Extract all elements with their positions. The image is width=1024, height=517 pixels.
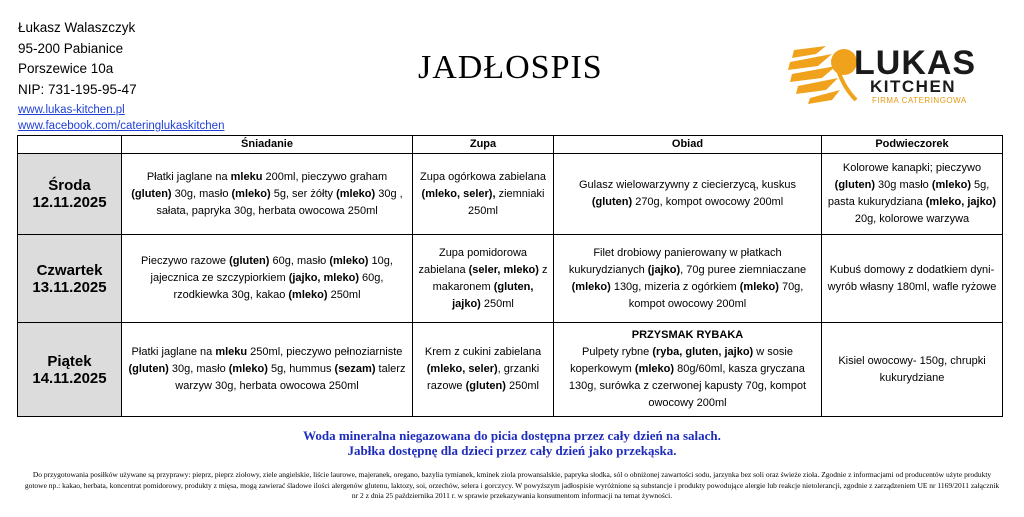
header-breakfast: Śniadanie <box>122 136 413 154</box>
allergen-highlight: (gluten) <box>131 187 172 200</box>
snack-cell: Kolorowe kanapki; pieczywo (gluten) 30g masło (mleko) 5g, pasta kukurydziana (mleko, jajko) 20g, kolorowe warzywa <box>822 154 1003 235</box>
logo-sub-text: KITCHEN <box>870 77 957 96</box>
table-header-row <box>18 136 1003 154</box>
day-name: Środa <box>48 177 91 194</box>
allergen-highlight: (jajko, mleko) <box>288 272 359 284</box>
allergen-highlight: (mleko, seler) <box>426 363 498 375</box>
water-note: Woda mineralna niegazowana do picia dostępna przez cały dzień na salach. <box>303 428 721 443</box>
contact-block <box>18 18 224 134</box>
allergen-highlight: (mleko, jajko) <box>925 196 997 208</box>
day-name: Piątek <box>47 352 92 370</box>
header-soup: Zupa <box>413 136 554 154</box>
contact-street: Porszewice 10a <box>18 61 114 76</box>
breakfast-cell: Płatki jaglane na mleku 200ml, pieczywo graham (gluten) 30g, masło (mleko) 5g, ser żółty (mleko) 30g , sałata, papryka 30g, herbata owocowa 250ml <box>122 154 413 235</box>
breakfast-cell: Płatki jaglane na mleku 250ml, pieczywo pełnoziarniste (gluten) 30g, masło (mleko) 5g, hummus (sezam) talerz warzyw 30g, herbata owocowa 250ml <box>122 323 413 417</box>
day-cell <box>18 154 122 235</box>
allergen-highlight: (jajko) <box>647 263 681 276</box>
facebook-link[interactable]: www.facebook.com/cateringlukaskitchen <box>18 120 225 132</box>
allergen-highlight: (sezam) <box>334 363 376 375</box>
allergen-highlight: (gluten) <box>465 380 506 392</box>
allergen-highlight: (gluten) <box>229 255 270 267</box>
dinner-text: Pulpety rybne (ryba, gluten, jajko) w sosie koperkowym (mleko) 80g/60ml, kasza gryczana 130g, surówka z czerwonej kapusty 70g, kompot owocowy 200ml <box>568 346 807 409</box>
table-row <box>18 323 1003 417</box>
logo-brand-text: LUKAS <box>854 44 977 82</box>
snack-cell: Kubuś domowy z dodatkiem dyni- wyrób własny 180ml, wafle ryżowe <box>822 235 1003 323</box>
header-corner <box>18 136 122 154</box>
allergen-highlight: (mleko, seler), <box>421 187 496 200</box>
soup-cell: Zupa ogórkowa zabielana (mleko, seler), ziemniaki 250ml <box>413 154 554 235</box>
dinner-cell: Filet drobiowy panierowany w płatkach kukurydzianych (jajko), 70g puree ziemniaczane (mleko) 130g, mizeria z ogórkiem (mleko) 70g, kompot owocowy 200ml <box>554 235 822 323</box>
day-cell <box>18 235 122 323</box>
website-link[interactable]: www.lukas-kitchen.pl <box>18 104 125 116</box>
soup-cell: Zupa pomidorowa zabielana (seler, mleko) z makaronem (gluten, jajko) 250ml <box>413 235 554 323</box>
allergen-highlight: (mleko) <box>336 187 376 200</box>
allergen-highlight: (seler, mleko) <box>468 263 539 276</box>
soup-cell: Krem z cukini zabielana (mleko, seler), grzanki razowe (gluten) 250ml <box>413 323 554 417</box>
allergen-highlight: (gluten, jajko) <box>452 280 534 310</box>
allergen-highlight: (gluten) <box>591 196 633 208</box>
page-title: JADŁOSPIS <box>418 49 603 86</box>
contact-nip: NIP: 731-195-95-47 <box>18 81 137 97</box>
allergen-highlight: (mleko) <box>228 363 268 375</box>
day-cell <box>18 323 122 417</box>
snack-cell: Kisiel owocowy- 150g, chrupki kukurydziane <box>822 323 1003 417</box>
allergen-highlight: (gluten) <box>128 363 169 375</box>
allergen-highlight: (mleko) <box>288 289 328 301</box>
allergen-footer: Do przygotowania posiłków używane są przyprawy: pieprz, pieprz ziołowy, ziele angielskie, liście laurowe, majeranek, oregano, bazylia tymianek, kminek ziola prowansalskie, papryka słodka, sól o obniżonej zawartości sodu, jarzynka bez soli oraz świeże zioła. Zgodnie z informacjami od producentów użyte produkty gotowe np.: kakao, herbata, koncentrat pomidorowy, produkty z mięsa, mogą zawierać śladowe ilości alergenów glutenu, laktozy, soi, orzechów, selera i gorczycy. W powyższym jadłospisie wyróżnione są substancje i produkty powodujące alergie lub reakcje nietolerancji, zgodnie z zarządzeniem UE nr 1169/2011 załącznik nr 2 z dnia 25 października 2011 r. w sprawie przekazywania konsumentom informacji na temat żywności. <box>24 470 1000 500</box>
allergen-highlight: (mleko) <box>739 280 779 293</box>
allergen-highlight: mleku <box>230 170 263 183</box>
allergen-highlight: (mleko) <box>571 280 611 293</box>
menu-table <box>17 135 1003 417</box>
allergen-highlight: (mleko) <box>231 187 271 200</box>
allergen-highlight: (mleko) <box>634 363 675 375</box>
day-date: 14.11.2025 <box>32 369 107 387</box>
allergen-highlight: (ryba, gluten, jajko) <box>652 346 754 358</box>
apples-note: Jabłka dostępnę dla dzieci przez cały dzień jako przekąska. <box>347 443 677 458</box>
allergen-highlight: (mleko) <box>329 255 369 267</box>
dinner-heading: PRZYSMAK RYBAKA <box>631 329 744 341</box>
brand-logo <box>786 40 986 110</box>
allergen-highlight: (gluten) <box>834 179 875 191</box>
table-row <box>18 235 1003 323</box>
header-dinner: Obiad <box>554 136 822 154</box>
day-date: 13.11.2025 <box>32 278 107 296</box>
allergen-highlight: (mleko) <box>931 179 971 191</box>
allergen-highlight: mleku <box>215 346 248 358</box>
contact-city: 95-200 Pabianice <box>18 40 124 56</box>
header-snack: Podwieczorek <box>822 136 1003 154</box>
contact-name: Łukasz Walaszczyk <box>18 20 136 35</box>
dinner-cell <box>554 323 822 417</box>
day-name: Czwartek <box>36 261 103 279</box>
day-date: 12.11.2025 <box>32 194 107 211</box>
table-row <box>18 154 1003 235</box>
logo-tagline: FIRMA CATERINGOWA <box>872 96 967 105</box>
breakfast-cell: Pieczywo razowe (gluten) 60g, masło (mleko) 10g, jajecznica ze szczypiorkiem (jajko, mleko) 60g, rzodkiewka 30g, kakao (mleko) 250ml <box>122 235 413 323</box>
dinner-cell: Gulasz wielowarzywny z ciecierzycą, kuskus (gluten) 270g, kompot owocowy 200ml <box>554 154 822 235</box>
